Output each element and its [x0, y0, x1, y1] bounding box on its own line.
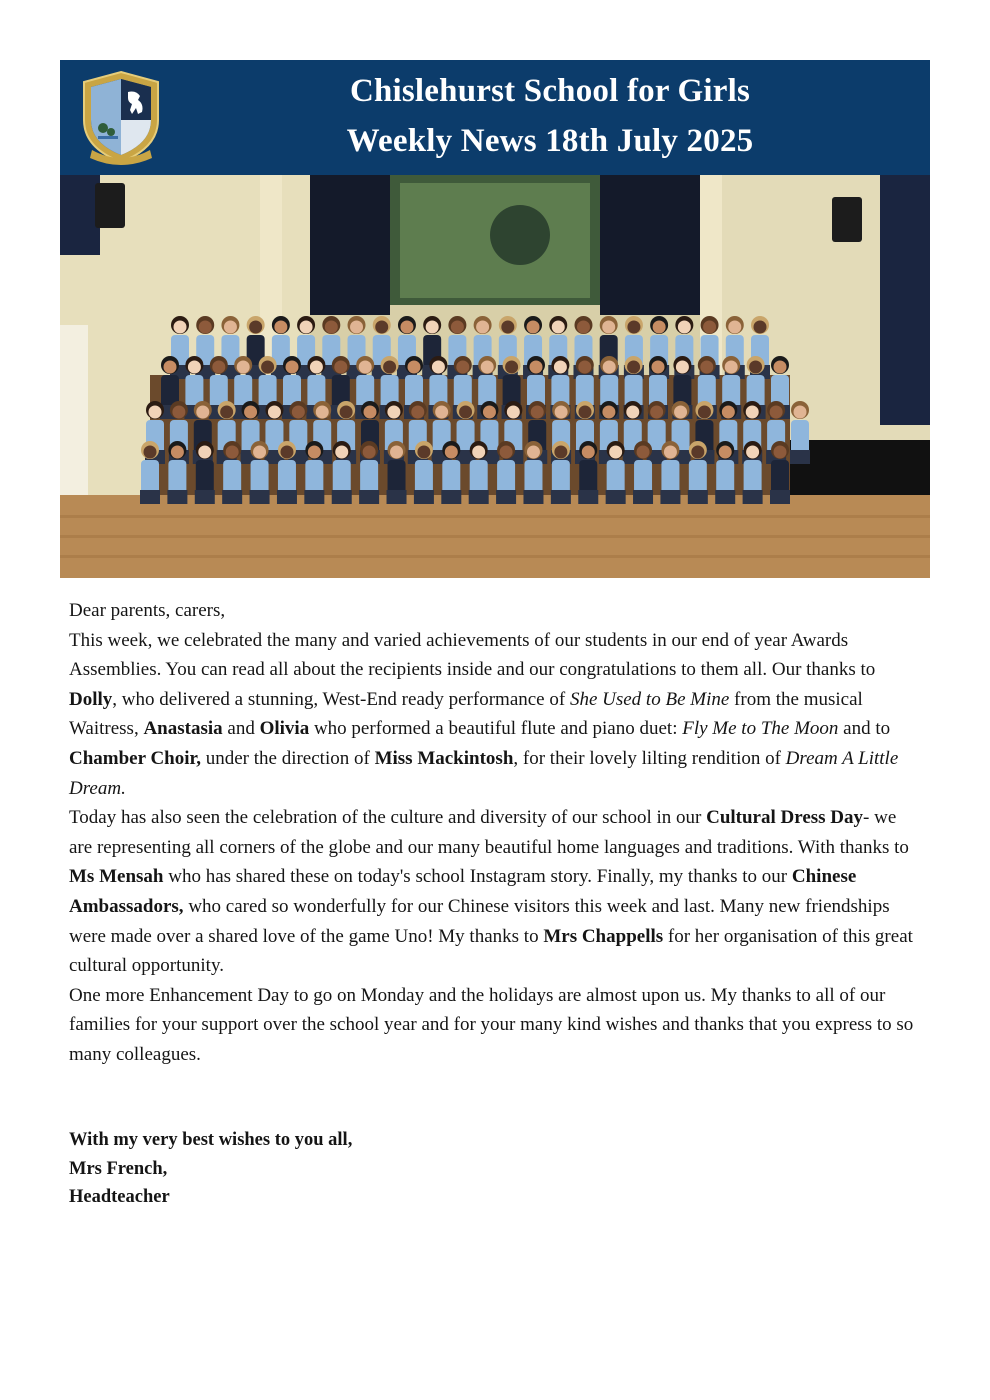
letter-greeting: Dear parents, carers, — [69, 600, 226, 621]
signoff-name: Mrs French, — [69, 1158, 168, 1179]
newsletter-header-banner — [60, 60, 930, 175]
letter-paragraph-closing: One more Enhancement Day to go on Monday and the holidays are almost upon us. My thanks to all of our families for your support over the school year and for your many kind wishes and thanks that you express to so many colleagues. — [69, 984, 914, 1065]
headteacher-letter — [69, 596, 919, 1070]
signoff-wishes: With my very best wishes to you all, — [69, 1130, 353, 1150]
issue-date-title: Weekly News 18th July 2025 — [346, 123, 754, 159]
school-crest-icon — [78, 70, 164, 165]
school-name: Chislehurst School for Girls — [349, 73, 751, 109]
signoff-role: Headteacher — [69, 1187, 170, 1207]
letter-paragraph-awards: This week, we celebrated the many and varied achievements of our students in our end of year Awards Assemblies. You can read all about the recipients inside and our congratulations to them all. Our thanks to Dolly, who delivered a stunning, West-End ready performance of She Used to Be Mine from the musical Waitress, Anastasia and Olivia who performed a beautiful flute and piano duet: Fly Me to The Moon and to Chamber Choir, under the direction of Miss Mackintosh, for their lovely lilting rendition of Dream A Little Dream. — [69, 629, 899, 799]
letter-paragraph-cultural-day: Today has also seen the celebration of the culture and diversity of our school in our Cultural Dress Day- we are representing all corners of the globe and our many beautiful home languages and traditions. With thanks to Ms Mensah who has shared these on today's school Instagram story. Finally, my thanks to our Chinese Ambassadors, who cared so wonderfully for our Chinese visitors this week and last. Many new friendships were made over a shared love of the game Uno! My thanks to Mrs Chappells for her organisation of this great cultural opportunity. — [69, 807, 913, 977]
newsletter-title — [230, 66, 870, 166]
awards-group-photo — [60, 175, 930, 578]
letter-signoff — [69, 1126, 569, 1212]
